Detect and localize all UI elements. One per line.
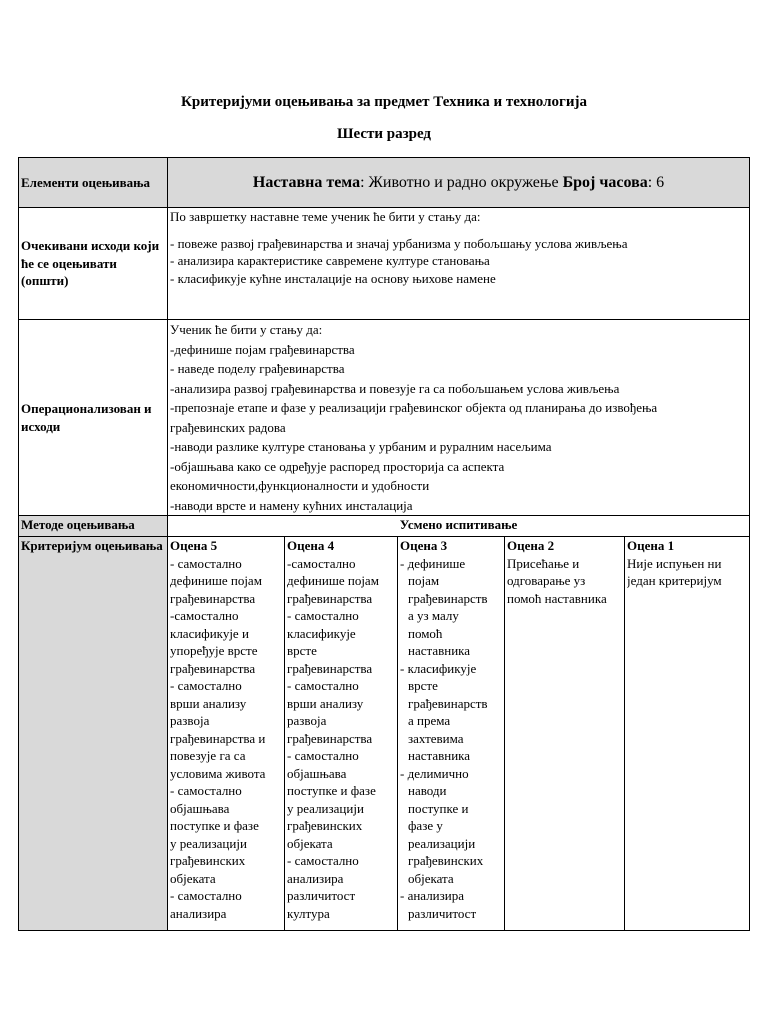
operational-line: грађевинских радова <box>170 419 286 435</box>
criteria-line: врсте <box>408 678 438 693</box>
criteria-row <box>19 537 750 931</box>
expected-label-cell <box>19 208 168 320</box>
page-subtitle: Шести разред <box>337 126 431 142</box>
criteria-line: Присећање и <box>507 555 580 571</box>
criteria-line: - самостално <box>287 853 359 868</box>
expected-item: - повеже развој грађевинарства и значај урбанизма у побољшању услова живљења <box>170 235 628 251</box>
criteria-line: повезује га са <box>170 748 246 763</box>
criteria-line: грађевинарства <box>287 730 373 746</box>
criteria-line: грађевинских <box>408 853 484 868</box>
criteria-line: објеката <box>170 870 216 886</box>
grade-3-cell <box>398 537 505 931</box>
expected-intro: По завршетку наставне теме ученик ће бити у стању да: <box>170 209 481 224</box>
operational-line: -објашњава како се одређује распоред просторија са аспекта <box>170 458 505 474</box>
header-row <box>19 158 750 208</box>
criteria-line: појам <box>408 573 440 588</box>
criteria-line: поступке и фазе <box>287 783 376 798</box>
criteria-line: дефинише појам <box>287 573 379 588</box>
operational-line: -наводи врсте и намену кућних инсталација <box>170 497 413 513</box>
criteria-line: упоређује врсте <box>170 643 258 658</box>
criteria-line: - класификује <box>400 660 477 676</box>
criteria-label-cell <box>19 537 168 931</box>
operational-line: -анализира развој грађевинарства и повезује га са побољшањем услова живљења <box>170 380 620 396</box>
criteria-line: грађевинарств <box>408 590 488 606</box>
criteria-line: класификује <box>287 625 356 641</box>
grade-1-cell <box>625 537 750 931</box>
criteria-line: грађевинарства <box>287 660 373 676</box>
grade-4-criteria <box>287 555 395 923</box>
expected-outcomes-row <box>19 208 750 320</box>
grade-3-title: Оцена 3 <box>400 538 448 553</box>
operational-content-cell <box>168 320 750 516</box>
methods-value: Усмено испитивање <box>399 517 518 532</box>
criteria-line: објеката <box>408 870 454 886</box>
criteria-line: -самостално <box>287 555 356 571</box>
criteria-line: реализацији <box>408 835 476 851</box>
criteria-line: - самостално <box>170 888 242 903</box>
grade-4-cell <box>285 537 398 931</box>
methods-label: Методе оцењивања <box>21 517 135 532</box>
operational-line: Ученик ће бити у стању да: <box>170 322 323 337</box>
criteria-line: - самостално <box>170 678 242 693</box>
criteria-line: захтевима <box>408 730 464 746</box>
criteria-line: класификује и <box>170 625 249 641</box>
operational-line: економичности,функционалности и удобности <box>170 478 430 493</box>
methods-value-cell <box>168 516 750 537</box>
expected-label: Очекивани исходи који ће се оцењивати (општи) <box>21 238 160 289</box>
criteria-line: - делимично <box>400 765 469 781</box>
criteria-line: врсте <box>287 643 317 658</box>
methods-row <box>19 516 750 537</box>
grade-2-title: Оцена 2 <box>507 538 555 553</box>
criteria-line: култура <box>287 905 330 921</box>
topic-value: : Животно и радно окружење <box>360 173 563 191</box>
criteria-table <box>18 157 750 931</box>
expected-item: - анализира карактеристике савремене културе становања <box>170 253 490 268</box>
criteria-line: грађевинарств <box>408 695 488 711</box>
criteria-line: наставника <box>408 643 471 658</box>
criteria-line: помоћ <box>408 625 443 641</box>
criteria-line: један критеријум <box>627 573 722 588</box>
criteria-line: дефинише појам <box>170 573 262 588</box>
criteria-line: одговарање уз <box>507 573 586 588</box>
criteria-line: објеката <box>287 835 333 851</box>
criteria-line: условима живота <box>170 765 266 781</box>
criteria-line: грађевинских <box>287 818 363 833</box>
criteria-line: анализира <box>287 870 344 886</box>
criteria-line: грађевинарства и <box>170 730 266 746</box>
operational-line: - наведе поделу грађевинарства <box>170 361 345 376</box>
criteria-line: а према <box>408 713 451 728</box>
criteria-line: - самостално <box>170 555 242 571</box>
criteria-line: - самостално <box>287 608 359 623</box>
criteria-line: објашњава <box>287 765 347 781</box>
operational-line: -наводи разлике културе становања у урбаним и руралним насељима <box>170 439 552 454</box>
criteria-line: различитост <box>408 905 477 921</box>
operational-label-cell <box>19 320 168 516</box>
criteria-line: различитост <box>287 888 356 903</box>
criteria-line: у реализацији <box>287 800 364 816</box>
methods-label-cell <box>19 516 168 537</box>
grade-5-title: Оцена 5 <box>170 538 218 553</box>
grade-5-cell <box>168 537 285 931</box>
criteria-line: фазе у <box>408 818 443 833</box>
criteria-line: врши анализу <box>170 695 247 711</box>
operational-outcomes-row <box>19 320 750 516</box>
grade-2-cell <box>505 537 625 931</box>
operational-label: Операционализован и исходи <box>21 401 152 434</box>
criteria-line: у реализацији <box>170 835 247 851</box>
criteria-line: поступке и <box>408 800 469 816</box>
grade-3-criteria <box>400 555 502 923</box>
criteria-line: - самостално <box>170 783 242 798</box>
criteria-line: - анализира <box>400 888 464 903</box>
operational-line: -дефинише појам грађевинарства <box>170 341 355 357</box>
criteria-line: - самостално <box>287 748 359 763</box>
header-label: Елементи оцењивања <box>21 174 150 190</box>
criteria-line: врши анализу <box>287 695 364 711</box>
expected-content-cell <box>168 208 750 320</box>
criteria-line: помоћ наставника <box>507 590 607 606</box>
criteria-line: - дефинише <box>400 555 466 571</box>
criteria-line: грађевинарства <box>170 590 256 606</box>
criteria-line: Није испуњен ни <box>627 555 722 571</box>
criteria-line: анализира <box>170 905 227 921</box>
hours-label: Број часова <box>562 173 648 191</box>
grade-1-criteria <box>627 555 747 590</box>
operational-line: -препознаје етапе и фазе у реализацији грађевинског објекта од планирања до извођења <box>170 400 658 415</box>
criteria-line: наставника <box>408 748 471 763</box>
grade-4-title: Оцена 4 <box>287 538 335 553</box>
criteria-line: - самостално <box>287 678 359 693</box>
expected-item: - класификује кућне инсталације на основу њихове намене <box>170 270 496 286</box>
criteria-line: поступке и фазе <box>170 818 259 833</box>
grade-1-title: Оцена 1 <box>627 538 675 553</box>
topic-cell <box>168 158 750 208</box>
criteria-line: грађевинских <box>170 853 246 868</box>
criteria-line: -самостално <box>170 608 239 623</box>
criteria-line: развоја <box>170 713 210 728</box>
grade-5-criteria <box>170 555 282 923</box>
criteria-line: објашњава <box>170 800 230 816</box>
criteria-line: а уз малу <box>408 608 459 623</box>
criteria-label: Критеријум оцењивања <box>21 538 163 553</box>
criteria-line: грађевинарства <box>287 590 373 606</box>
criteria-line: развоја <box>287 713 327 728</box>
hours-value: : 6 <box>647 173 665 191</box>
criteria-line: грађевинарства <box>170 660 256 676</box>
grade-2-criteria <box>507 555 622 608</box>
page-title: Критеријуми оцењивања за предмет Техника и технологија <box>181 94 587 110</box>
topic-label: Наставна тема <box>252 173 361 191</box>
criteria-line: наводи <box>408 783 447 798</box>
header-label-cell <box>19 158 168 208</box>
